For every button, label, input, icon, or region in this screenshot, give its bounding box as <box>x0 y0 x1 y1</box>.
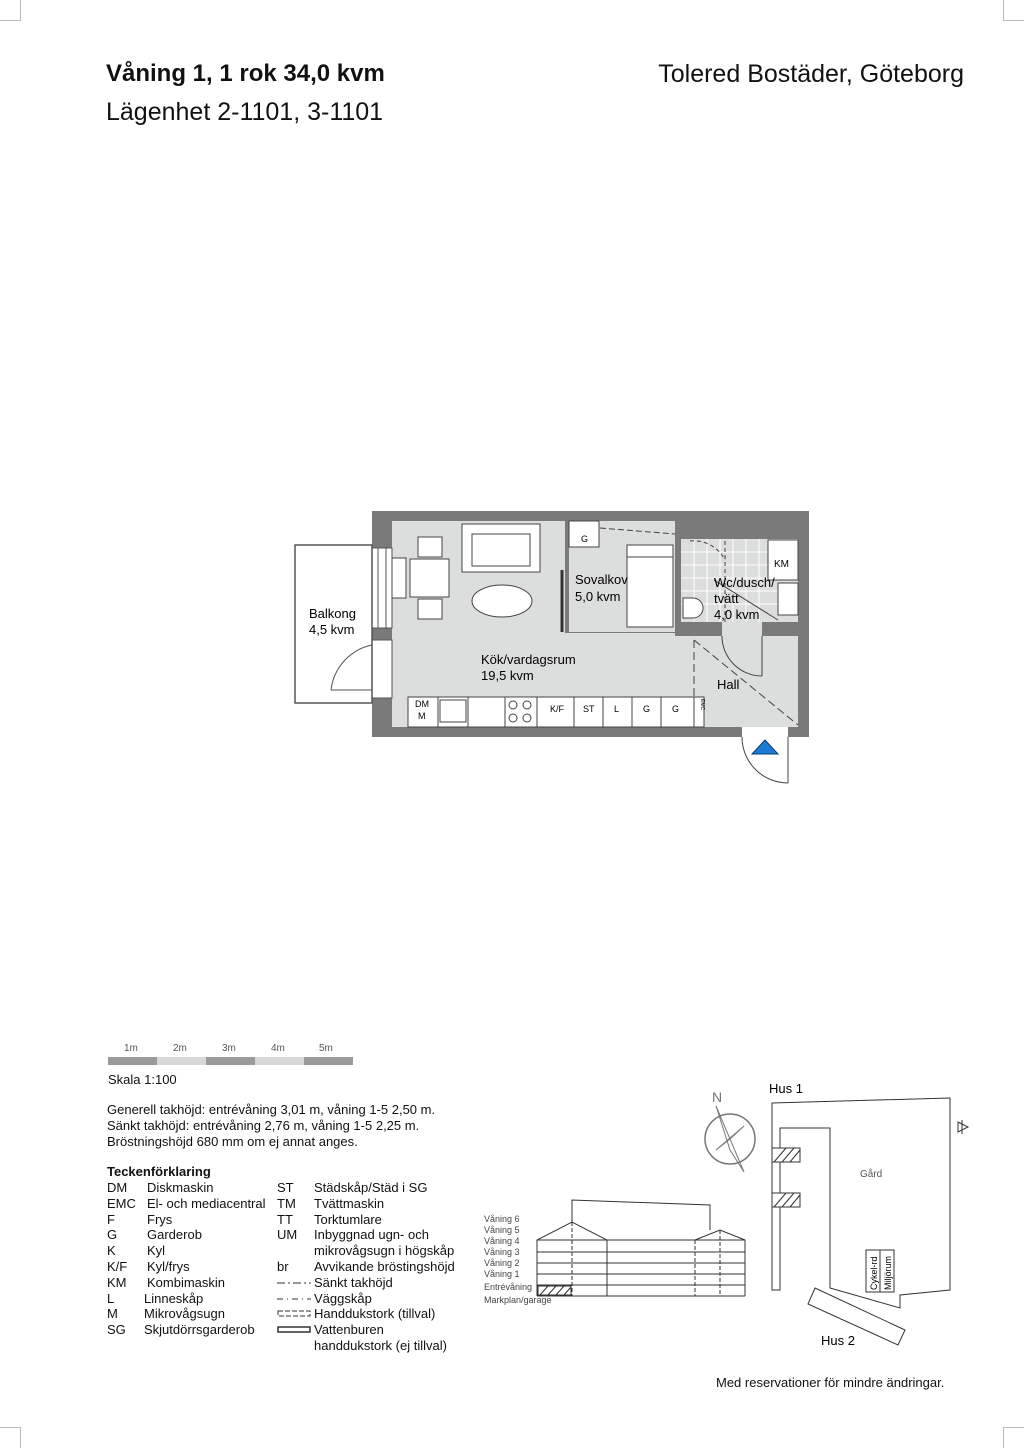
dining-table <box>410 559 449 597</box>
legend-row: UM Inbyggnad ugn- och <box>277 1227 429 1243</box>
balkong-area: 4,5 kvm <box>309 622 355 637</box>
floor-label: Våning 3 <box>484 1247 520 1257</box>
legend-row: KM Kombimaskin <box>107 1274 226 1290</box>
gard-label: Gård <box>860 1169 883 1180</box>
reservation-note: Med reservationer för mindre ändringar. <box>716 1375 945 1390</box>
legend-row: SG Skjutdörrsgarderob <box>107 1322 255 1338</box>
apartment-numbers: Lägenhet 2-1101, 3-1101 <box>106 98 384 126</box>
note-line: Sänkt takhöjd: entrévåning 2,76 m, våning 1-5 2,25 m. <box>107 1118 420 1133</box>
legend-row: M Mikrovågsugn <box>107 1306 225 1322</box>
site-plan <box>695 1080 985 1360</box>
legend-row: F Frys <box>107 1211 173 1227</box>
legend-row: L Linneskåp <box>107 1290 204 1306</box>
legend-row: Vattenburen <box>277 1322 455 1338</box>
sovalkov-area: 5,0 kvm <box>575 589 621 604</box>
fixture-l: L <box>614 704 620 714</box>
towel-rail-symbol <box>277 1322 314 1338</box>
dashdot-thin-symbol <box>277 1291 314 1307</box>
sovalkov-label: Sovalkov <box>575 572 628 587</box>
scale-tick-3m: 3m <box>222 1043 236 1054</box>
company-name: Tolered Bostäder, Göteborg <box>658 60 964 88</box>
hall-label: Hall <box>717 677 740 692</box>
fixture-st: ST <box>583 704 595 714</box>
hus1-label: Hus 1 <box>769 1081 803 1096</box>
fixture-g-top: G <box>581 534 589 544</box>
legend-row: K/F Kyl/frys <box>107 1258 190 1274</box>
fixture-g1: G <box>643 704 651 714</box>
legend-row: TT Torktumlare <box>277 1211 382 1227</box>
legend-row: EMC El- och mediacentral <box>107 1195 266 1211</box>
scale-tick-1m: 1m <box>124 1043 138 1054</box>
floor-plan <box>280 500 820 800</box>
crop-mark-top-right <box>1003 0 1024 21</box>
floor-label: Våning 5 <box>484 1225 520 1235</box>
fixture-kf: K/F <box>550 704 565 714</box>
legend-row: Sänkt takhöjd <box>277 1275 455 1291</box>
dashdot-symbol <box>277 1275 314 1291</box>
towel-rail-optional-symbol <box>277 1306 314 1322</box>
legend-row: mikrovågsugn i högskåp <box>314 1243 455 1259</box>
legend-row: DM Diskmaskin <box>107 1180 214 1195</box>
fixture-emc: EMC <box>699 699 705 711</box>
legend-row: TM Tvättmaskin <box>277 1195 385 1211</box>
legend-right <box>277 1180 455 1354</box>
legend-row: G Garderob <box>107 1227 202 1243</box>
window-left <box>372 548 392 628</box>
floor-label: Markplan/garage <box>484 1295 552 1305</box>
kok-area: 19,5 kvm <box>481 668 534 683</box>
kok-label: Kök/vardagsrum <box>481 652 576 667</box>
balkong-label: Balkong <box>309 606 356 621</box>
crop-mark-top-left <box>0 0 21 21</box>
wc-area: 4,0 kvm <box>714 607 760 622</box>
fixture-m: M <box>418 711 426 721</box>
miljo-label: Miljörum <box>883 1255 893 1290</box>
bath-wall-top <box>681 521 798 539</box>
coffee-table <box>472 585 532 617</box>
legend-row: Handdukstork (tillval) <box>277 1306 455 1322</box>
floor-label: Våning 1 <box>484 1269 520 1279</box>
fixture-g2: G <box>672 704 680 714</box>
crop-mark-bottom-left <box>0 1427 21 1448</box>
floor-label: Våning 6 <box>484 1214 520 1224</box>
floor-label: Våning 2 <box>484 1258 520 1268</box>
legend-left <box>107 1180 266 1338</box>
scale-label: Skala 1:100 <box>108 1072 177 1087</box>
legend-title: Teckenförklaring <box>107 1164 211 1179</box>
ceiling-notes <box>107 1102 435 1150</box>
compass-n: N <box>712 1089 723 1105</box>
note-line: Bröstningshöjd 680 mm om ej annat anges. <box>107 1134 358 1149</box>
balcony-door <box>372 640 392 698</box>
legend-row: ST Städskåp/Städ i SG <box>277 1180 428 1195</box>
legend-row: br Avvikande bröstingshöjd <box>277 1258 455 1274</box>
scale-tick-5m: 5m <box>319 1043 333 1054</box>
wc-label-2: tvätt <box>714 591 739 606</box>
floor-label: Våning 4 <box>484 1236 520 1246</box>
sofa <box>462 524 540 572</box>
toilet <box>683 598 703 618</box>
fixture-km: KM <box>774 559 789 570</box>
cykel-label: Cykel-rd <box>869 1256 879 1290</box>
note-line: Generell takhöjd: entrévåning 3,01 m, våning 1-5 2,50 m. <box>107 1102 436 1117</box>
crop-mark-bottom-right <box>1003 1427 1024 1448</box>
wc-label: Wc/dusch/ <box>714 575 775 590</box>
legend-row: K Kyl <box>107 1243 166 1259</box>
fixture-dm: DM <box>415 699 429 709</box>
legend-row: Väggskåp <box>277 1291 455 1307</box>
legend-row: handdukstork (ej tillval) <box>314 1337 447 1353</box>
scale-tick-4m: 4m <box>271 1043 285 1054</box>
hus2-label: Hus 2 <box>821 1333 855 1348</box>
scale-tick-2m: 2m <box>173 1043 187 1054</box>
bath-wall-left <box>675 521 681 636</box>
alcove-wall <box>565 521 569 633</box>
page-title: Våning 1, 1 rok 34,0 kvm <box>106 60 385 87</box>
floor-label: Entrévåning <box>484 1282 533 1292</box>
entrance-marker <box>752 740 778 754</box>
